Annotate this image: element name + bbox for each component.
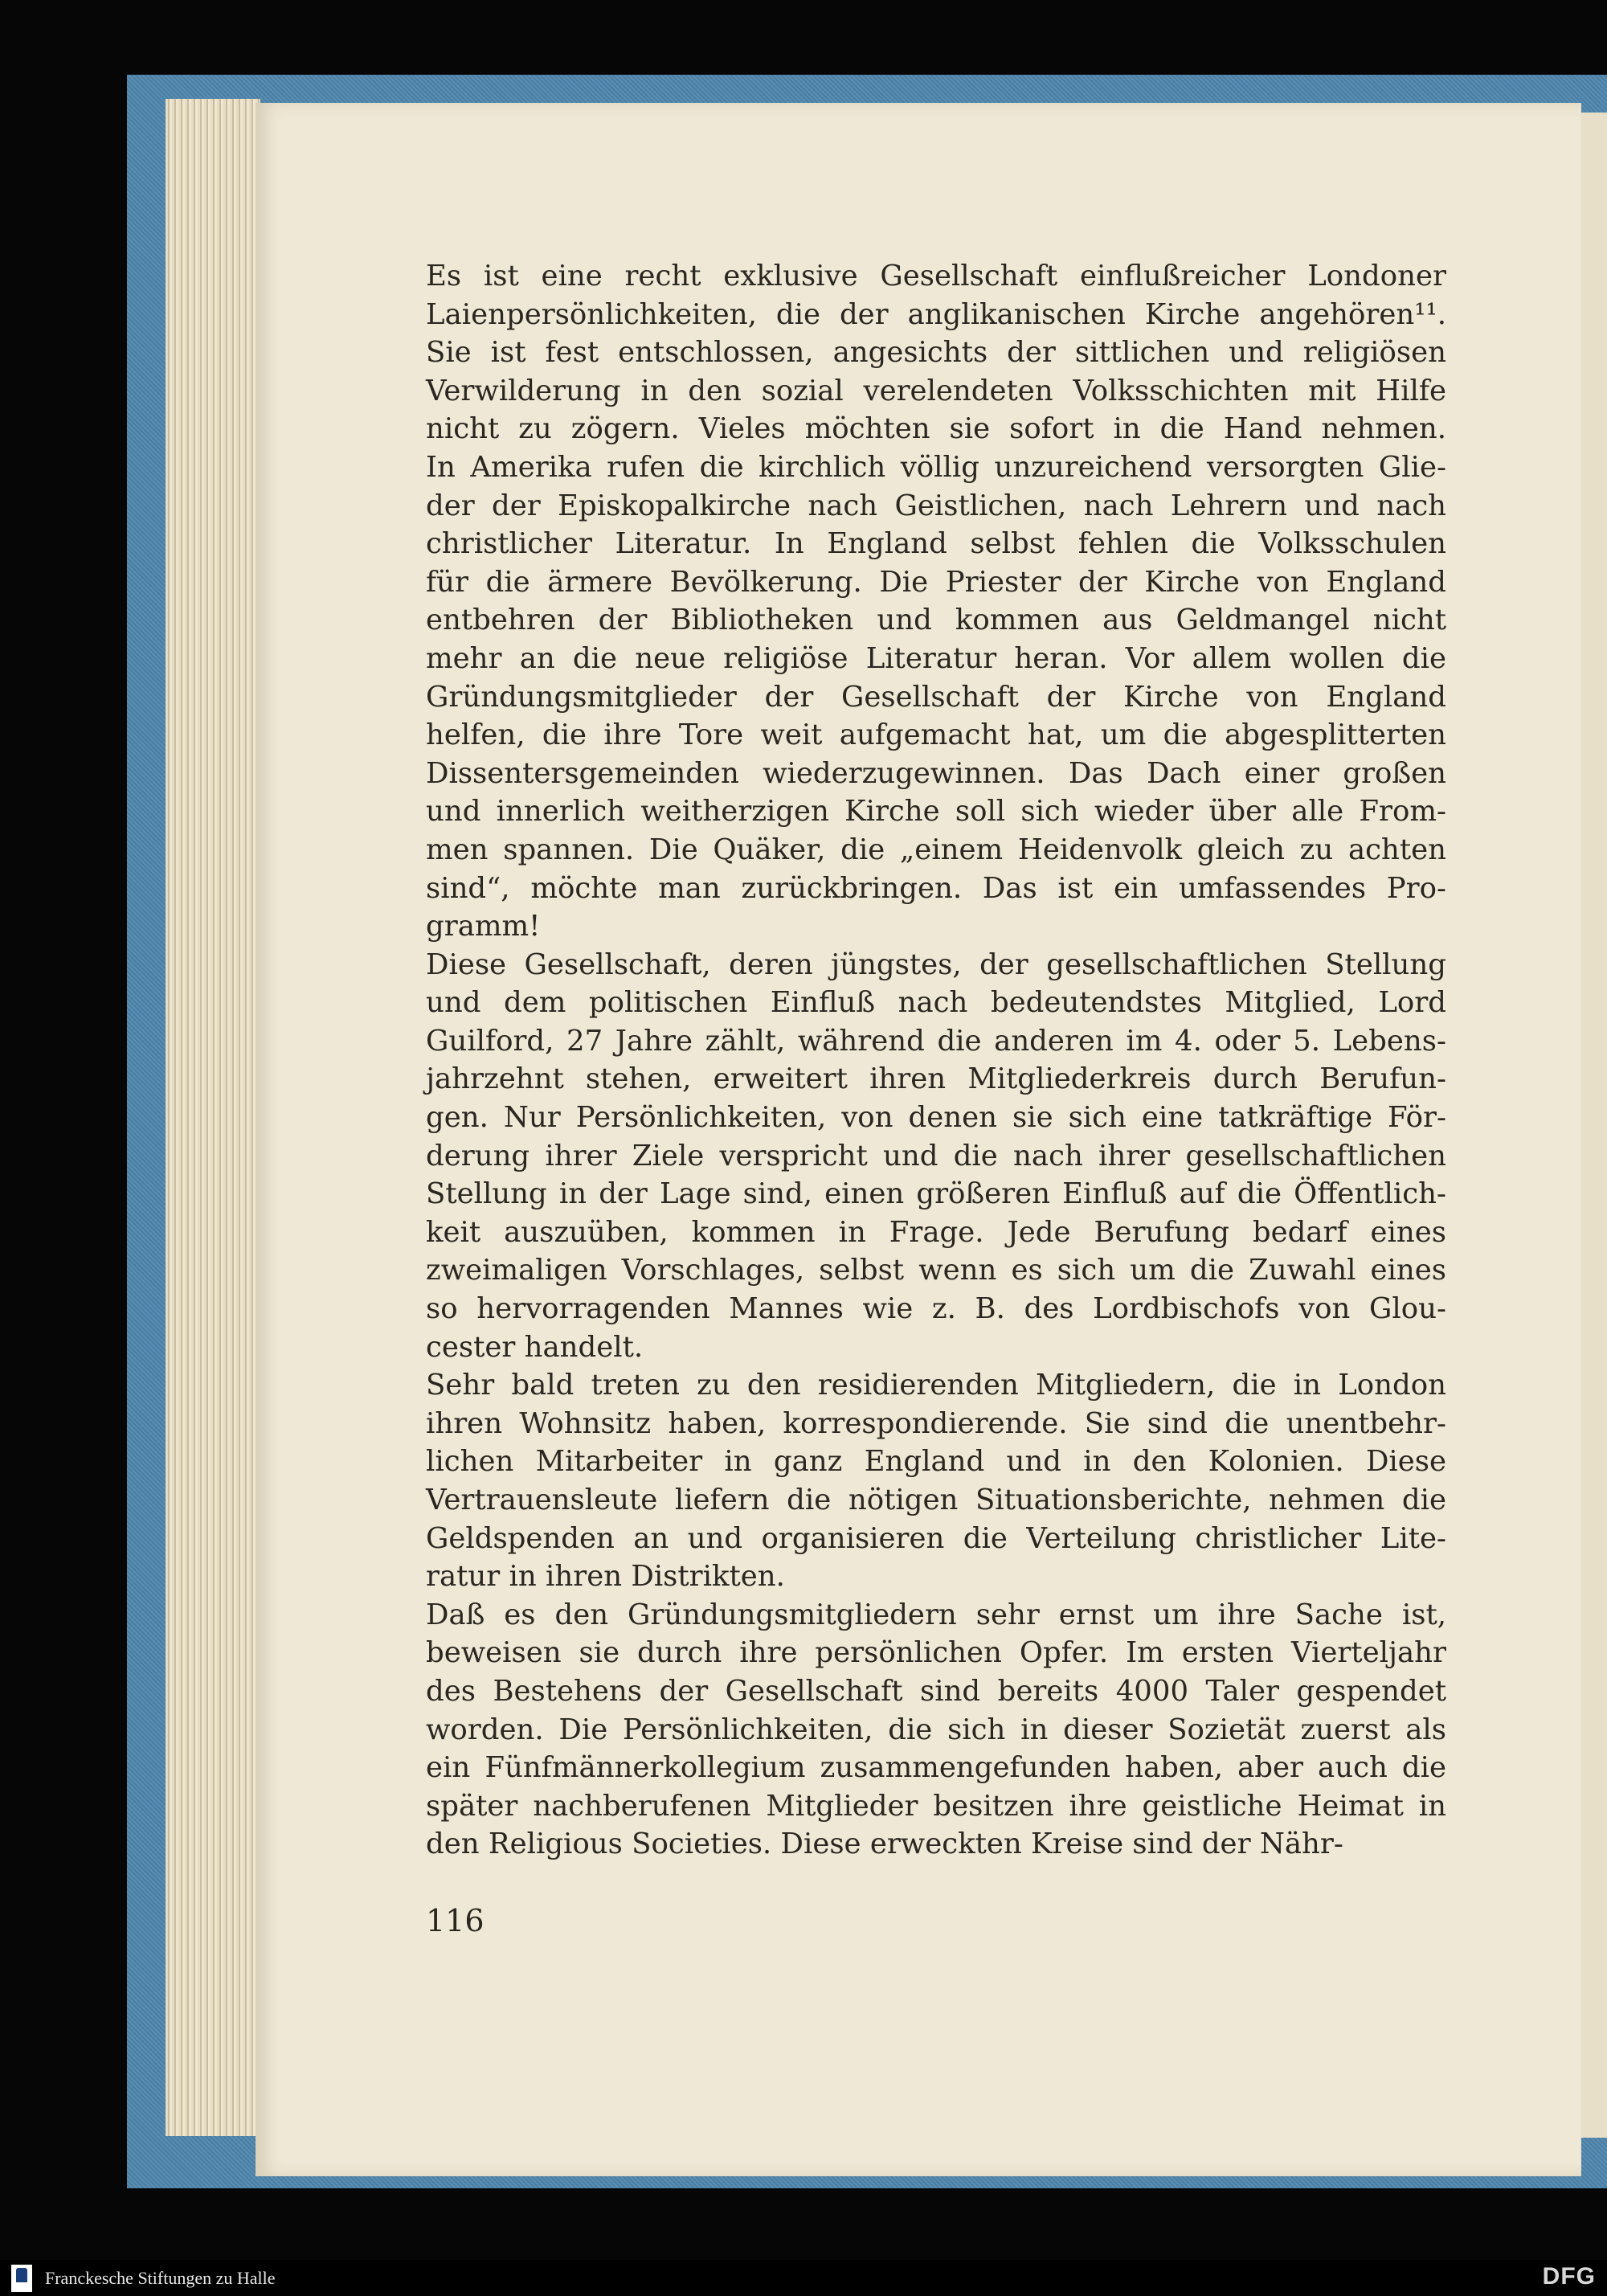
text-line: christlicher Literatur. In England selbst fehlen die Volksschulen bbox=[426, 527, 1446, 561]
text-line: Daß es den Gründungsmitgliedern sehr ernst um ihre Sache ist, bbox=[426, 1598, 1446, 1631]
text-line: beweisen sie durch ihre persönlichen Opfer. Im ersten Vierteljahr bbox=[426, 1636, 1446, 1670]
institution-logo-icon bbox=[16, 2268, 27, 2282]
text-line: helfen, die ihre Tore weit aufgemacht hat, um die abgesplitterten bbox=[426, 718, 1446, 752]
text-line: Vertrauensleute liefern die nötigen Situationsberichte, nehmen die bbox=[426, 1484, 1446, 1516]
text-line: zweimaligen Vorschlages, selbst wenn es sich um die Zuwahl eines bbox=[426, 1254, 1446, 1287]
text-line: nicht zu zögern. Vieles möchten sie sofort in die Hand nehmen. bbox=[426, 412, 1446, 446]
text-line: Guilford, 27 Jahre zählt, während die anderen im 4. oder 5. Lebens- bbox=[426, 1024, 1446, 1058]
text-line: Verwilderung in den sozial verelendeten Volksschichten mit Hilfe bbox=[426, 374, 1446, 407]
text-line: den Religious Societies. Diese erweckten Kreise sind der Nähr- bbox=[426, 1827, 1343, 1861]
text-line: Sie ist fest entschlossen, angesichts der sittlichen und religiösen bbox=[426, 336, 1446, 370]
text-line: jahrzehnt stehen, erweitert ihren Mitgliederkreis durch Berufun- bbox=[426, 1062, 1446, 1096]
text-line: men spannen. Die Quäker, die „einem Heidenvolk gleich zu achten bbox=[426, 833, 1446, 866]
page-number: 116 bbox=[426, 1903, 485, 1938]
page-edges bbox=[166, 99, 260, 2136]
text-line: des Bestehens der Gesellschaft sind bereits 4000 Taler gespendet bbox=[426, 1674, 1446, 1708]
text-line: sind“, möchte man zurückbringen. Das ist ein umfassendes Pro- bbox=[426, 871, 1446, 905]
text-line: Diese Gesellschaft, deren jüngstes, der gesellschaftlichen Stellung bbox=[426, 947, 1446, 981]
text-line: Stellung in der Lage sind, einen größeren Einfluß auf die Öffentlich- bbox=[426, 1177, 1446, 1211]
text-line: der der Episkopalkirche nach Geistlichen, nach Lehrern und nach bbox=[426, 489, 1446, 522]
text-line: Laienpersönlichkeiten, die der anglikanischen Kirche angehören¹¹. bbox=[426, 297, 1446, 331]
text-line: und innerlich weitherzigen Kirche soll sich wieder über alle From- bbox=[426, 795, 1446, 829]
text-line: später nachberufenen Mitglieder besitzen ihre geistliche Heimat in bbox=[426, 1789, 1446, 1823]
text-line: entbehren der Bibliotheken und kommen aus Geldmangel nicht bbox=[426, 604, 1446, 637]
text-line: keit auszuüben, kommen in Frage. Jede Berufung bedarf eines bbox=[426, 1215, 1446, 1249]
next-page-leaf bbox=[1579, 113, 1607, 2138]
institution-name: Franckesche Stiftungen zu Halle bbox=[45, 2268, 276, 2288]
text-line: ein Fünfmännerkollegium zusammengefunden haben, aber auch die bbox=[426, 1751, 1446, 1785]
text-line: und dem politischen Einfluß nach bedeutendstes Mitglied, Lord bbox=[426, 986, 1446, 1020]
text-line: In Amerika rufen die kirchlich völlig unzureichend versorgten Glie- bbox=[426, 450, 1446, 484]
dfg-logo: DFG bbox=[1542, 2263, 1596, 2290]
text-line: mehr an die neue religiöse Literatur heran. Vor allem wollen die bbox=[426, 641, 1446, 675]
text-line: Es ist eine recht exklusive Gesellschaft einflußreicher Londoner bbox=[426, 260, 1446, 293]
text-line: ihren Wohnsitz haben, korrespondierende. Sie sind die unentbehr- bbox=[426, 1406, 1446, 1440]
text-line: worden. Die Persönlichkeiten, die sich in dieser Sozietät zuerst als bbox=[426, 1713, 1446, 1746]
text-line: cester handelt. bbox=[426, 1330, 644, 1364]
text-line: Geldspenden an und organisieren die Verteilung christlicher Lite- bbox=[426, 1521, 1446, 1555]
body-text bbox=[426, 257, 1446, 1864]
text-line: gen. Nur Persönlichkeiten, von denen sie sich eine tatkräftige För- bbox=[426, 1101, 1446, 1135]
text-line: so hervorragenden Mannes wie z. B. des Lordbischofs von Glou- bbox=[426, 1292, 1446, 1326]
text-line: Dissentersgemeinden wiederzugewinnen. Das Dach einer großen bbox=[426, 756, 1446, 790]
text-line: ratur in ihren Distrikten. bbox=[426, 1560, 785, 1594]
text-line: derung ihrer Ziele verspricht und die nach ihrer gesellschaftlichen bbox=[426, 1139, 1446, 1173]
text-line: lichen Mitarbeiter in ganz England und in den Kolonien. Diese bbox=[426, 1445, 1446, 1479]
text-line: Sehr bald treten zu den residierenden Mitgliedern, die in London bbox=[426, 1369, 1446, 1402]
text-line: für die ärmere Bevölkerung. Die Priester der Kirche von England bbox=[426, 565, 1446, 599]
text-line: gramm! bbox=[426, 910, 541, 943]
text-line: Gründungsmitglieder der Gesellschaft der Kirche von England bbox=[426, 680, 1446, 714]
